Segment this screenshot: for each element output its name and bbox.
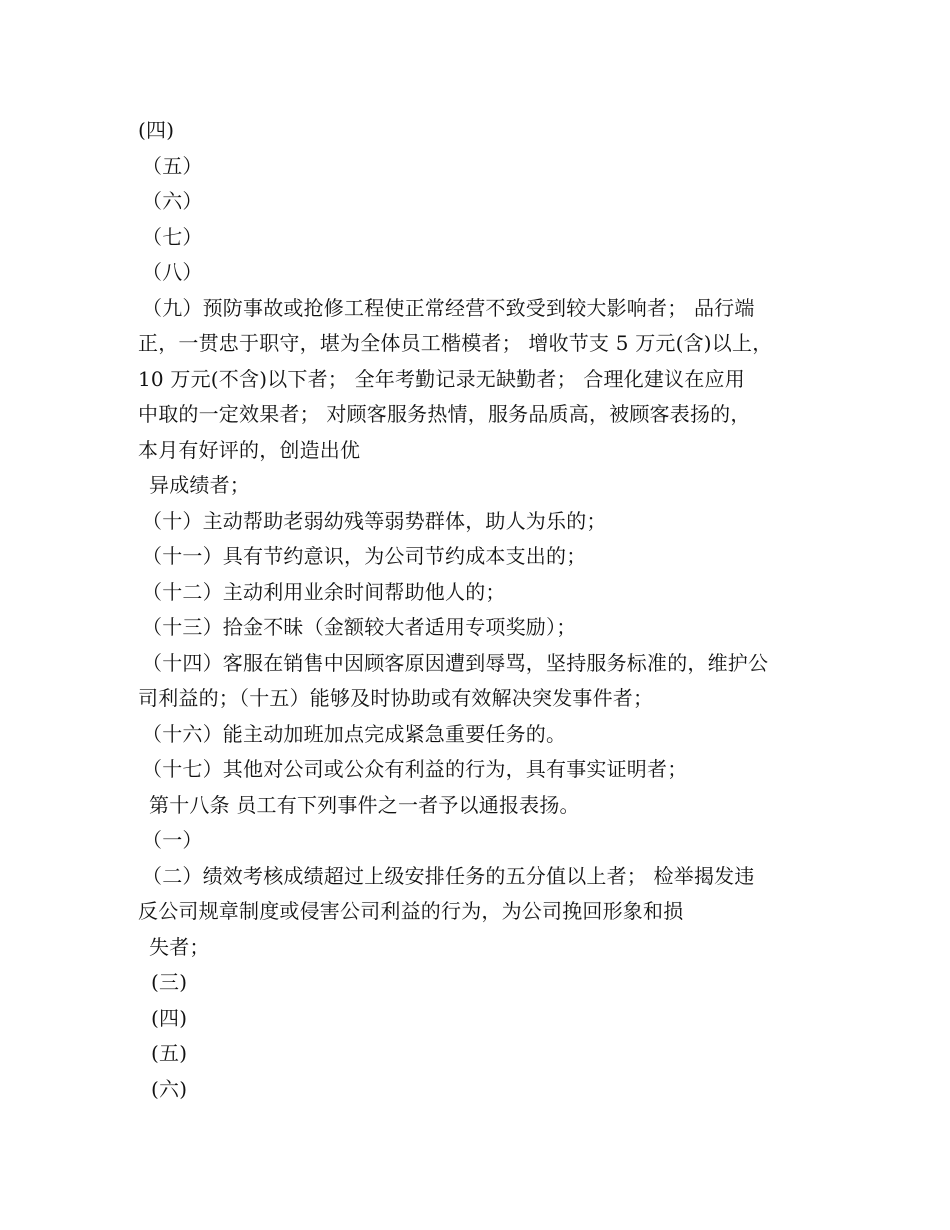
text-line-9: 中取的一定效果者； 对顾客服务热情，服务品质高，被顾客表扬的， bbox=[138, 402, 751, 426]
text-line-10: 本月有好评的，创造出优 bbox=[138, 437, 361, 462]
text-line-22: （二）绩效考核成绩超过上级安排任务的五分值以上者； 检举揭发违 bbox=[142, 863, 755, 888]
text-line-18: （十六）能主动加班加点完成紧急重要任务的。 bbox=[142, 721, 567, 746]
text-line-1: (四) bbox=[138, 118, 175, 142]
text-line-11: 异成绩者； bbox=[149, 473, 250, 497]
text-line-16: （十四）客服在销售中因顾客原因遭到辱骂，坚持服务标准的，维护公 bbox=[142, 650, 769, 675]
text-line-8: 10 万元(不含)以下者； 全年考勤记录无缺勤者； 合理化建议在应用 bbox=[138, 366, 745, 391]
text-line-26: (四) bbox=[151, 1005, 188, 1030]
text-line-21: （一） bbox=[142, 828, 203, 852]
text-line-13: （十一）具有节约意识，为公司节约成本支出的； bbox=[142, 544, 587, 568]
text-line-4: （七） bbox=[142, 224, 203, 249]
text-line-3: （六） bbox=[142, 189, 203, 213]
text-line-17: 司利益的；（十五）能够及时协助或有效解决突发事件者； bbox=[138, 686, 654, 710]
text-line-23: 反公司规章制度或侵害公司利益的行为，为公司挽回形象和损 bbox=[138, 899, 684, 923]
text-line-15: （十三）拾金不昧（金额较大者适用专项奖励）； bbox=[142, 615, 577, 639]
text-line-19: （十七）其他对公司或公众有利益的行为，具有事实证明者； bbox=[142, 757, 688, 781]
text-line-6: （九）预防事故或抢修工程使正常经营不致受到较大影响者； 品行端 bbox=[142, 295, 755, 320]
text-line-25: (三) bbox=[151, 970, 188, 994]
text-line-24: 失者； bbox=[149, 934, 210, 959]
text-line-2: （五） bbox=[142, 153, 203, 178]
text-line-28: (六) bbox=[151, 1076, 188, 1101]
document-body bbox=[138, 113, 818, 1107]
text-line-20: 第十八条 员工有下列事件之一者予以通报表扬。 bbox=[149, 792, 580, 817]
text-line-5: （八） bbox=[142, 260, 203, 284]
text-line-14: （十二）主动利用业余时间帮助他人的； bbox=[142, 579, 506, 604]
text-line-27: (五) bbox=[151, 1041, 188, 1065]
text-line-12: （十）主动帮助老弱幼残等弱势群体，助人为乐的； bbox=[142, 508, 607, 533]
text-line-7: 正，一贯忠于职守，堪为全体员工楷模者； 增收节支 5 万元(含)以上， bbox=[138, 331, 773, 355]
